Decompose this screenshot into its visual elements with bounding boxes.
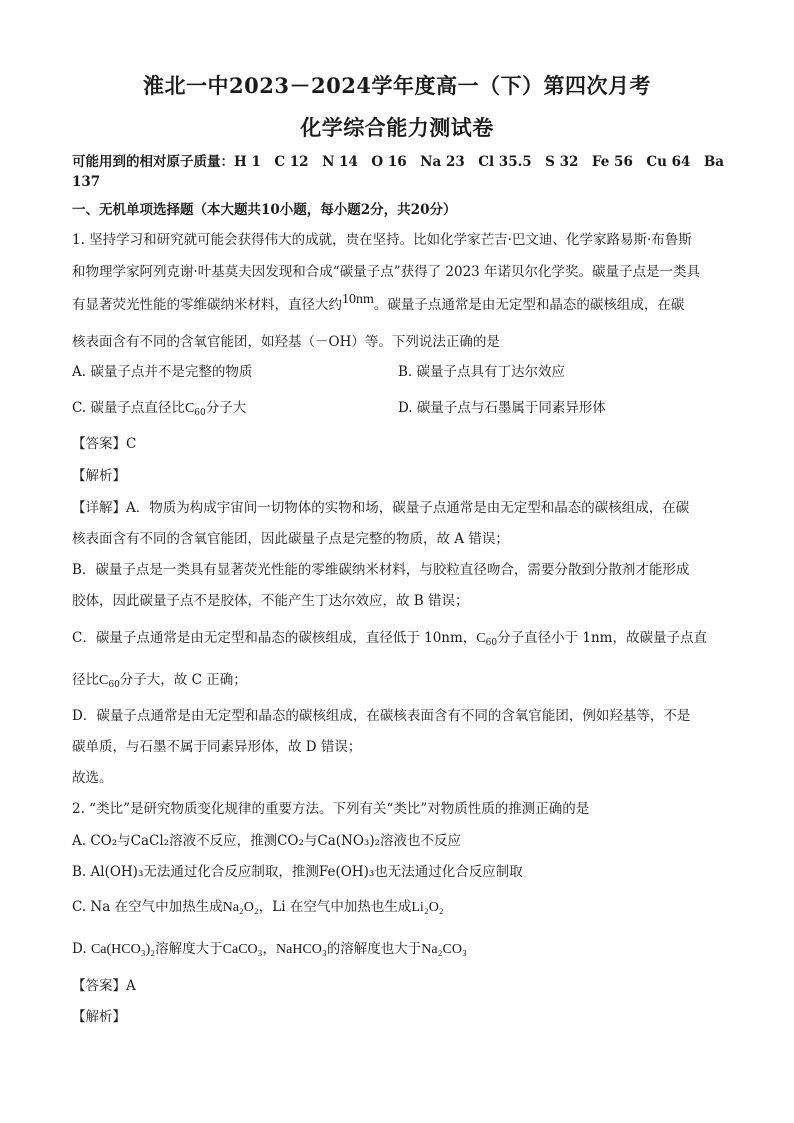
q1-detail-line4: 胶体，因此碳量子点不是胶体，不能产生丁达尔效应，故 B 错误； [72,593,469,609]
q2-option-a: A. CO₂与CaCl₂溶液不反应，推测CO₂与Ca(NO₃)₂溶液也不反应 [72,833,462,849]
atomic-masses-line2: 137 [72,174,101,190]
q1-option-b: B. 碳量子点具有丁达尔效应 [398,364,566,380]
q1-detail-line3: B．碳量子点是一类具有显著荧光性能的零维碳纳米材料，与胶粒直径吻合，需要分散到分散剂才能形成 [72,562,690,578]
q1-diameter-value: 10nm [342,292,374,307]
q1-detail-line8: 碳单质，与石墨不属于同素异形体，故 D 错误； [72,739,362,755]
q2-stem: 2. “类比”是研究物质变化规律的重要方法。下列有关“类比”对物质性质的推测正确的是 [72,801,590,817]
q1-stem-line3: 有显著荧光性能的零维碳纳米材料，直径大约10nm。碳量子点通常是由无定型和晶态的碳核组成，在碳 [72,292,685,313]
q1-option-a: A. 碳量子点并不是完整的物质 [72,364,253,380]
q1-stem-line2: 和物理学家阿列克谢·叶基莫夫因发现和合成“碳量子点”获得了 2023 年诺贝尔化学奖。碳量子点是一类具 [72,264,701,280]
q1-detail-line9: 故选。 [72,770,113,786]
exam-title: 淮北一中2023－2024学年度高一（下）第四次月考 [143,73,651,98]
q1-detail-line6: 径比$C_{60}$分子大，故 C 正确； [72,672,247,690]
q1-option-c: C. 碳量子点直径比$C_{60}$分子大 [72,400,247,418]
q2-analysis-label: 【解析】 [72,1009,126,1025]
q2-answer: 【答案】A [72,978,136,994]
q1-stem-line1: 1. 坚持学习和研究就可能会获得伟大的成就，贵在坚持。比如化学家芒吉·巴文迪、化学家路易斯·布鲁斯 [72,232,692,248]
exam-subtitle: 化学综合能力测试卷 [300,115,494,140]
q1-detail-line1: 【详解】A．物质为构成宇宙间一切物体的实物和场，碳量子点通常是由无定型和晶态的碳核组成，在碳 [72,500,690,516]
q2-option-b: B. Al(OH)₃无法通过化合反应制取，推测Fe(OH)₃也无法通过化合反应制取 [72,864,523,880]
q2-option-c: C. Na 在空气中加热生成Na₂O₂，Li 在空气中加热也生成Li₂O₂ [72,899,444,915]
q1-detail-line2: 核表面含有不同的含氧官能团，因此碳量子点是完整的物质，故 A 错误； [72,531,509,547]
q1-answer: 【答案】C [72,436,137,452]
q1-stem-line4: 核表面含有不同的含氧官能团，如羟基（－OH）等。下列说法正确的是 [72,334,500,350]
q1-option-d: D. 碳量子点与石墨属于同素异形体 [398,400,606,416]
q1-detail-line7: D．碳量子点通常是由无定型和晶态的碳核组成，在碳核表面含有不同的含氧官能团，例如羟基等，不是 [72,708,691,724]
atomic-masses-line1: 可能用到的相对原子质量：H 1 C 12 N 14 O 16 Na 23 Cl 35.5 S 32 Fe 56 Cu 64 Ba [72,154,725,170]
q2-option-d: D. Ca(HCO₃)₂溶解度大于CaCO₃，NaHCO₃的溶解度也大于Na₂CO₃ [72,941,467,957]
q1-analysis-label: 【解析】 [72,468,126,484]
q1-detail-line5: C．碳量子点通常是由无定型和晶态的碳核组成，直径低于 10nm，$C_{60}$分子直径小于 1nm，故碳量子点直 [72,630,707,648]
section1-heading: 一、无机单项选择题（本大题共10小题，每小题2分，共20分） [72,202,457,218]
